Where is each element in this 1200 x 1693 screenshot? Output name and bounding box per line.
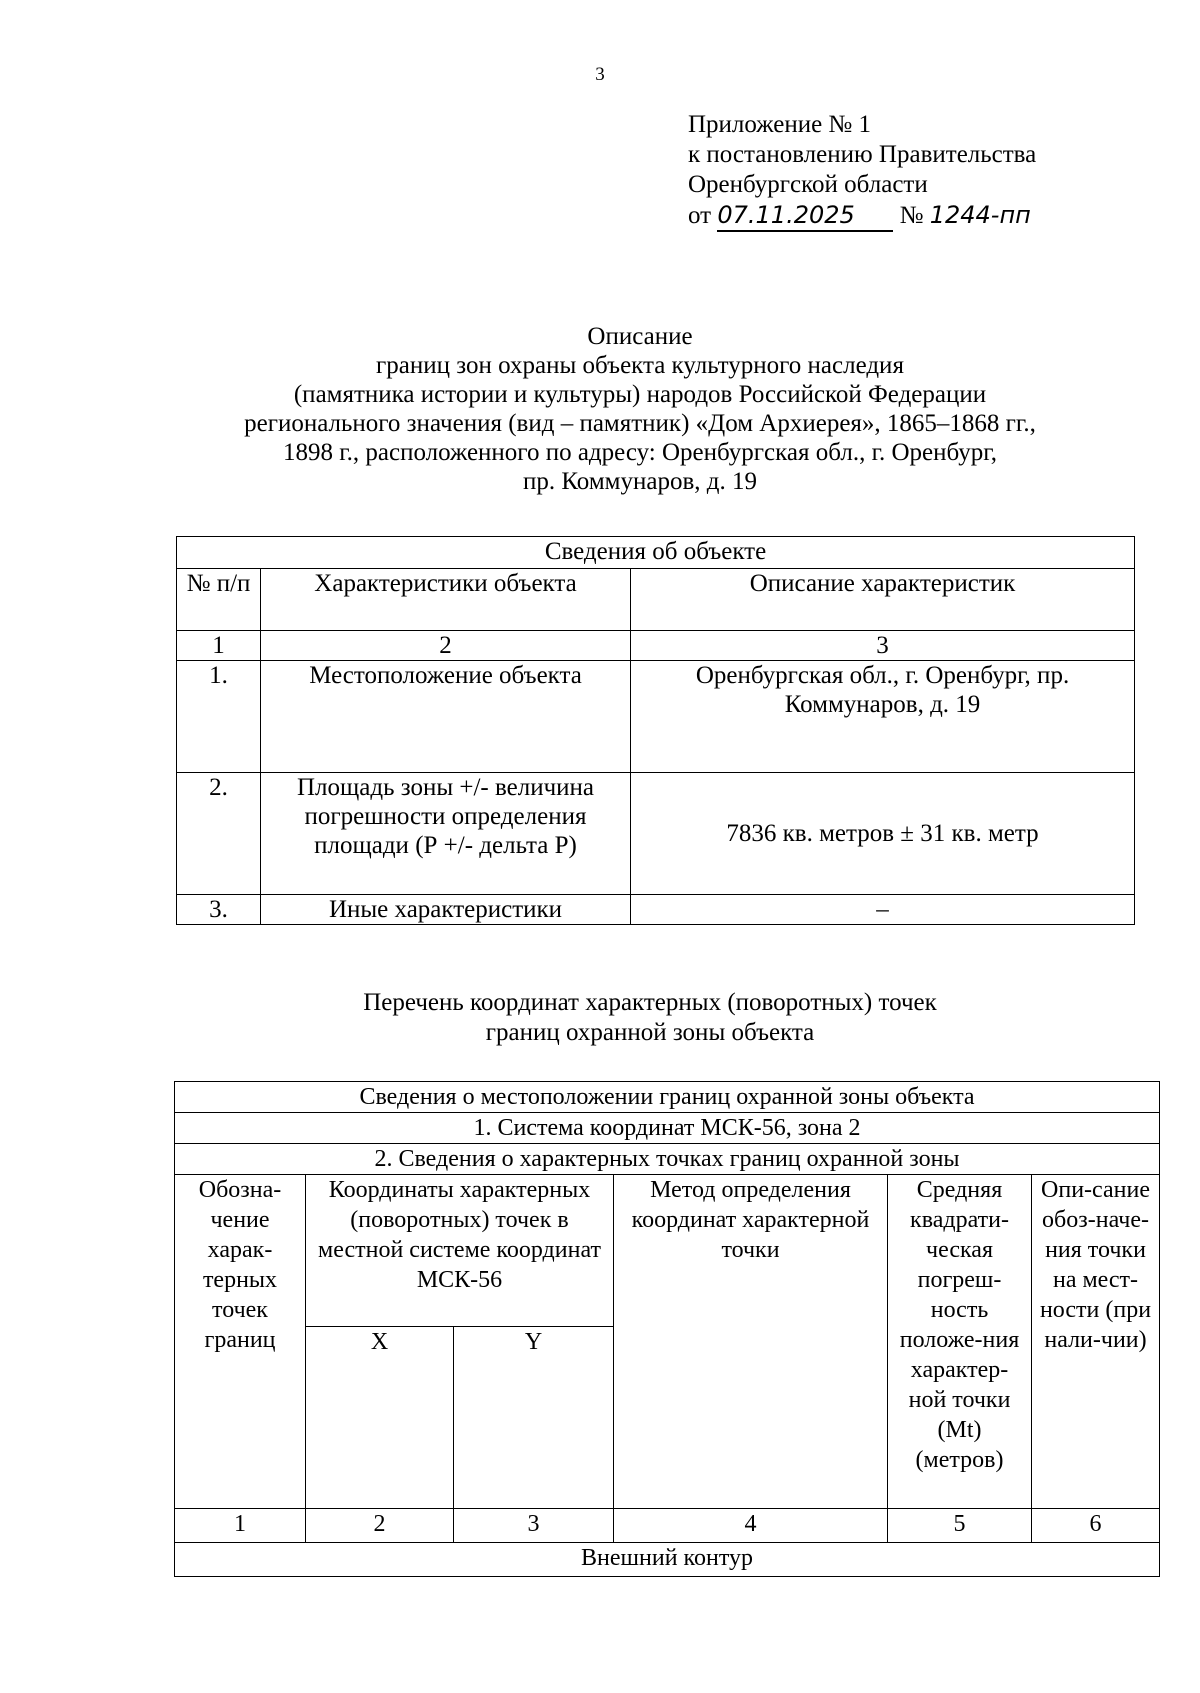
table-row — [177, 661, 1135, 773]
title-line-5: 1898 г., расположенного по адресу: Оренбургская обл., г. Оренбург, — [282, 439, 997, 466]
coordinates-heading-line-1: Перечень координат характерных (поворотных) точек — [363, 989, 937, 1016]
column-number-cell: 2 — [306, 1509, 454, 1543]
table-row — [177, 773, 1135, 895]
annex-line-3: Оренбургской области — [688, 171, 928, 198]
header-x: X — [306, 1327, 454, 1509]
row-characteristic: Местоположение объекта — [261, 661, 631, 773]
title-line-3: (памятника истории и культуры) народов Российской Федерации — [293, 381, 987, 408]
number-value: 1244-пп — [929, 201, 1031, 229]
page-number: 3 — [595, 64, 605, 85]
row-value: – — [631, 895, 1135, 925]
row-number: 3. — [177, 895, 261, 925]
object-info-table — [176, 536, 1135, 925]
annex-block — [688, 110, 1036, 232]
header-point-description: Опи-сание обоз-наче-ния точки на мест-ности (при нали-чии) — [1032, 1175, 1160, 1509]
coordinates-caption-3: 2. Сведения о характерных точках границ охранной зоны — [175, 1144, 1160, 1175]
title-line-2: границ зон охраны объекта культурного наследия — [376, 352, 904, 379]
header-method: Метод определения координат характерной точки — [614, 1175, 888, 1509]
row-characteristic: Площадь зоны +/- величина погрешности определения площади (Р +/- дельта Р) — [261, 773, 631, 895]
document-title — [170, 322, 1110, 496]
column-number-cell: 3 — [454, 1509, 614, 1543]
row-characteristic: Иные характеристики — [261, 895, 631, 925]
title-line-6: пр. Коммунаров, д. 19 — [523, 468, 757, 495]
column-number-cell: 5 — [888, 1509, 1032, 1543]
table-row — [177, 895, 1135, 925]
row-value: 7836 кв. метров ± 31 кв. метр — [631, 773, 1135, 895]
annex-line-1: Приложение № 1 — [688, 111, 872, 138]
column-number-cell: 3 — [631, 631, 1135, 661]
coordinates-table — [174, 1081, 1160, 1577]
header-y: Y — [454, 1327, 614, 1509]
header-number: № п/п — [177, 569, 261, 631]
annex-date-line — [688, 200, 1036, 232]
coordinates-heading-line-2: границ охранной зоны объекта — [485, 1019, 815, 1046]
header-point-designation: Обозна-чение харак-терных точек границ — [175, 1175, 306, 1509]
title-line-1: Описание — [587, 323, 693, 350]
column-number-cell: 4 — [614, 1509, 888, 1543]
column-number-cell: 2 — [261, 631, 631, 661]
column-number-cell: 1 — [175, 1509, 306, 1543]
header-description: Описание характеристик — [631, 569, 1135, 631]
column-number-cell: 1 — [177, 631, 261, 661]
title-line-4: регионального значения (вид – памятник) «Дом Архиерея», 1865–1868 гг., — [244, 410, 1036, 437]
coordinates-heading — [200, 988, 1100, 1048]
annex-line-2: к постановлению Правительства — [688, 141, 1037, 168]
date-value: 07.11.2025 — [717, 200, 893, 232]
row-number: 2. — [177, 773, 261, 895]
header-mean-error: Средняя квадрати-ческая погреш-ность положе-ния характер-ной точки (Mt) (метров) — [888, 1175, 1032, 1509]
coordinates-caption-2: 1. Система координат МСК-56, зона 2 — [175, 1113, 1160, 1144]
row-number: 1. — [177, 661, 261, 773]
date-prefix: от — [688, 202, 712, 229]
outer-contour-section: Внешний контур — [175, 1543, 1160, 1577]
row-value: Оренбургская обл., г. Оренбург, пр. Коммунаров, д. 19 — [631, 661, 1135, 773]
number-prefix: № — [899, 202, 924, 229]
object-info-caption: Сведения об объекте — [177, 537, 1135, 569]
header-coordinates: Координаты характерных (поворотных) точек в местной системе координат МСК-56 — [306, 1175, 614, 1327]
header-characteristics: Характеристики объекта — [261, 569, 631, 631]
coordinates-caption-1: Сведения о местоположении границ охранной зоны объекта — [175, 1082, 1160, 1113]
column-number-cell: 6 — [1032, 1509, 1160, 1543]
